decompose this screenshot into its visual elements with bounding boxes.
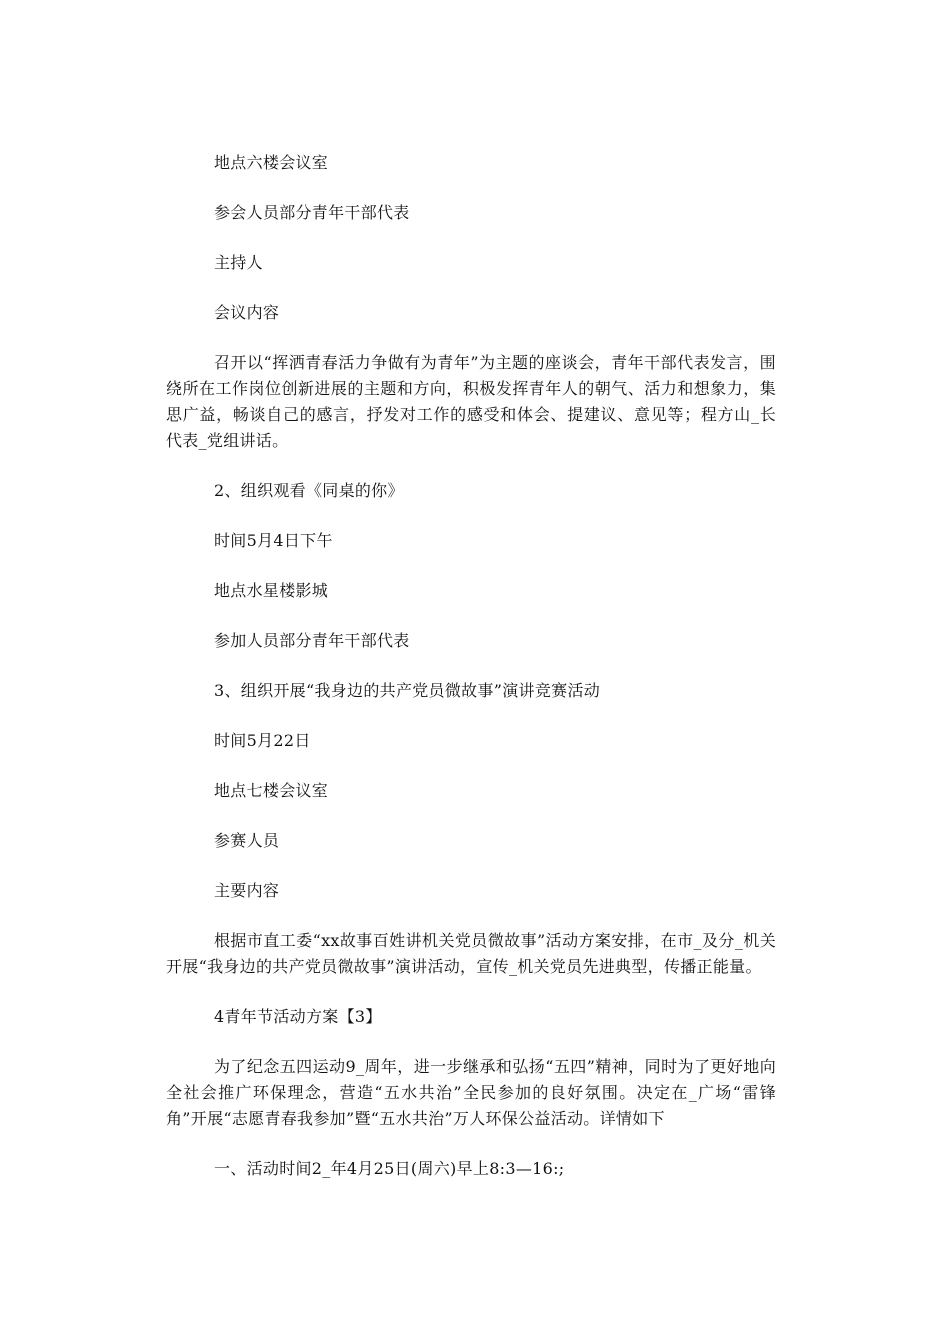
paragraph-meeting-content-heading: 会议内容: [214, 303, 280, 322]
paragraph-contestants: 参赛人员: [214, 831, 280, 850]
paragraph-meeting-content: 召开以“挥洒青春活力争做有为青年”为主题的座谈会，青年干部代表发言，围绕所在工作岗位创新进展的主题和方向，积极发挥青年人的朝气、活力和想象力，集思广益，畅谈自己的感言，抒发对工作的感受和体会、提建议、意见等；程方山_长代表_党组讲话。: [166, 353, 776, 450]
paragraph-main-content: 根据市直工委“xx故事百姓讲机关党员微故事”活动方案安排，在市_及分_机关开展“我身边的共产党员微故事”演讲活动，宣传_机关党员先进典型，传播正能量。: [166, 931, 776, 976]
paragraph-plan-3-title: 4青年节活动方案【3】: [214, 1007, 382, 1026]
paragraph-main-content-heading: 主要内容: [214, 881, 280, 900]
paragraph-host: 主持人: [214, 253, 263, 272]
paragraph-intro: 为了纪念五四运动9_周年，进一步继承和弘扬“五四”精神，同时为了更好地向全社会推广环保理念，营造“五水共治”全民参加的良好氛围。决定在_广场“雷锋角”开展“志愿青春我参加”暨“五水共治”万人环保公益活动。详情如下: [166, 1057, 776, 1128]
document-body: [166, 150, 776, 1182]
paragraph-location-6f: 地点六楼会议室: [214, 153, 329, 172]
paragraph-participants: 参加人员部分青年干部代表: [214, 631, 410, 650]
paragraph-attendees: 参会人员部分青年干部代表: [214, 203, 410, 222]
paragraph-item-2-heading: 2、组织观看《同桌的你》: [214, 481, 404, 500]
paragraph-item-3-heading: 3、组织开展“我身边的共产党员微故事”演讲竞赛活动: [214, 681, 601, 700]
paragraph-time-may4: 时间5月4日下午: [214, 531, 333, 550]
paragraph-location-cinema: 地点水星楼影城: [214, 581, 329, 600]
paragraph-location-7f: 地点七楼会议室: [214, 781, 329, 800]
paragraph-activity-time: 一、活动时间2_年4月25日(周六)早上8:3—16:;: [214, 1159, 565, 1178]
paragraph-time-may22: 时间5月22日: [214, 731, 311, 750]
